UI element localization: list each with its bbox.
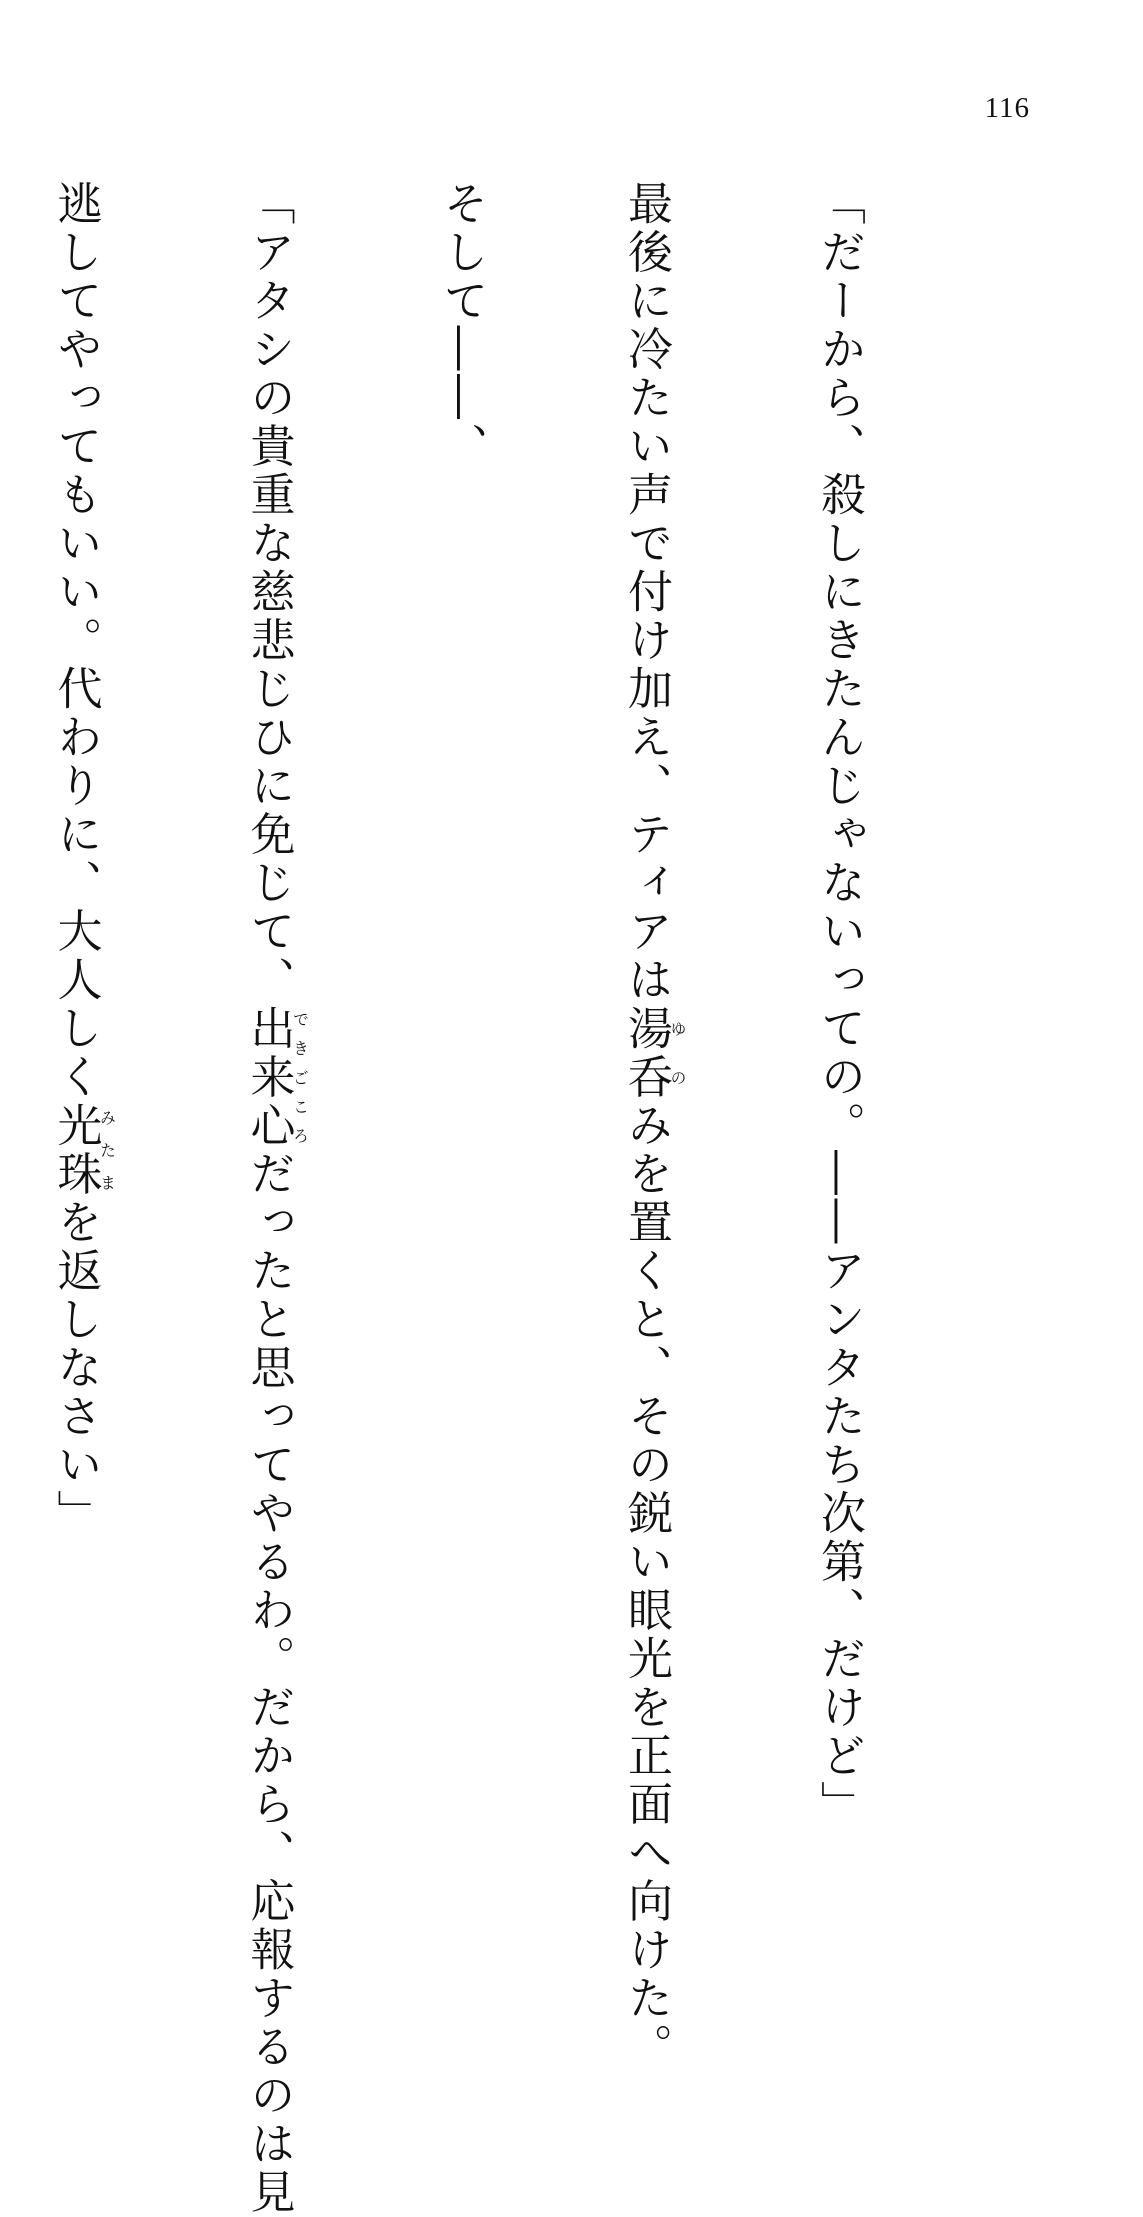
furigana: 湯呑ゆの	[620, 1004, 687, 1102]
text-line: 最後に冷たい声で付け加え、ティアは湯呑ゆのみを置くと、その鋭い眼光を正面へ向けた。	[620, 180, 687, 2072]
furigana: 光珠みたま	[49, 1101, 117, 1199]
text-line: そして――、	[435, 180, 489, 471]
text-line: 逃してやってもいい。代わりに、大人しく光珠みたまを返しなさい」	[49, 180, 117, 1538]
page-number: 116	[984, 92, 1030, 124]
furigana: 出来心できごころ	[242, 1004, 310, 1150]
body-text	[49, 180, 993, 2217]
text-line: 「アタシの貴重な慈悲じひに免じて、出来心できごころだったと思ってやるわ。だから、応報するのは見	[242, 180, 310, 2217]
text-line: 「だーから、殺しにきたんじゃないっての。――アンタたち次第、だけど」	[813, 180, 866, 1829]
